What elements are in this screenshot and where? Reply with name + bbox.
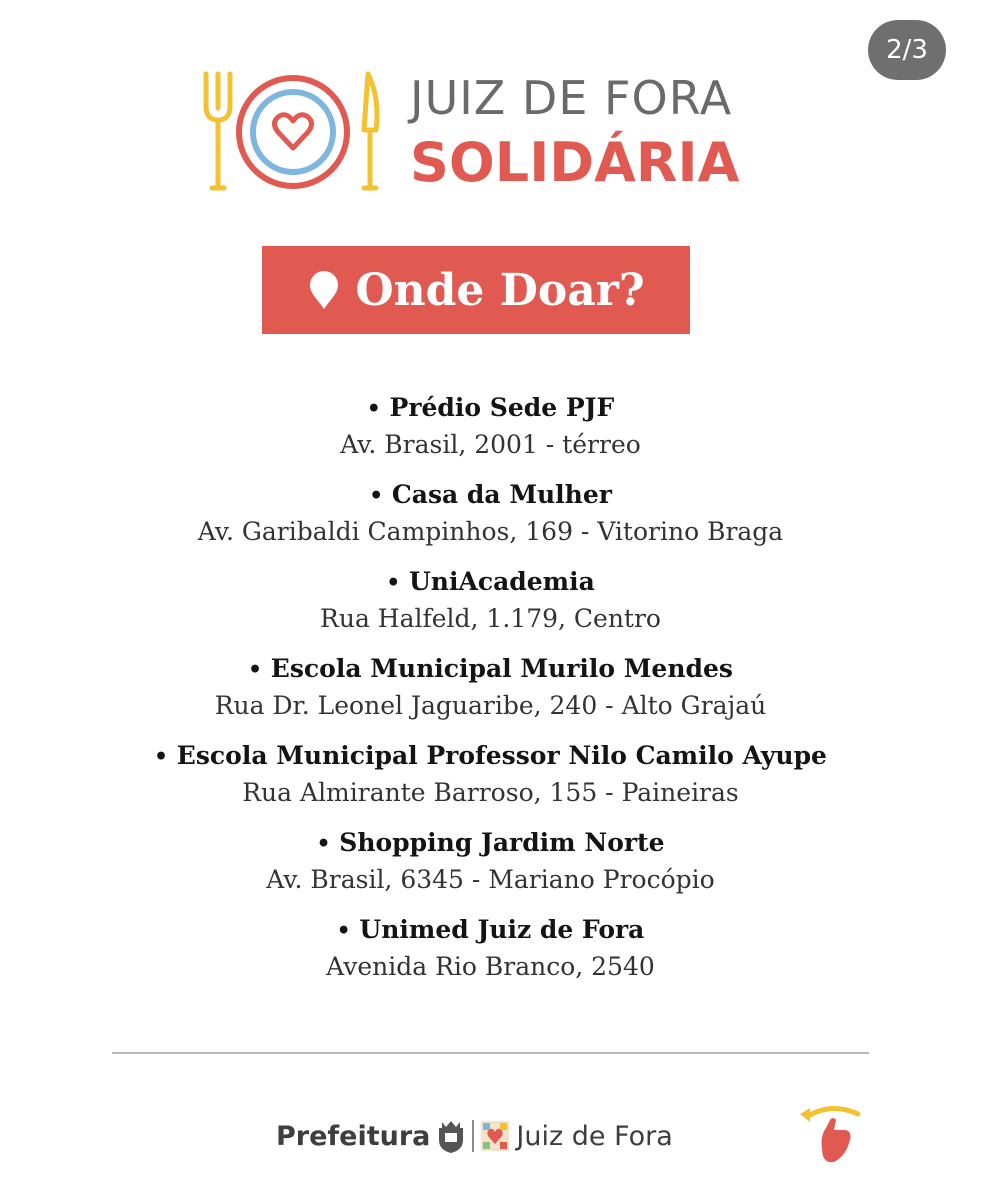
logo-title-line1: JUIZ DE FORA (410, 71, 733, 125)
bullet: • (316, 831, 331, 857)
location-address: Avenida Rio Branco, 2540 (326, 952, 655, 981)
footer-prefeitura: Prefeitura (276, 1120, 431, 1152)
location-name (60, 825, 921, 862)
plate-heart-icon (239, 78, 347, 186)
logo-title-line2: SOLIDÁRIA (410, 131, 740, 194)
location-name (60, 564, 921, 601)
location-name-text: Casa da Mulher (391, 480, 612, 509)
page-indicator: 2/3 (868, 20, 946, 80)
fork-icon (206, 74, 230, 188)
location-address: Av. Garibaldi Campinhos, 169 - Vitorino Braga (197, 517, 784, 546)
bullet: • (369, 483, 384, 509)
list-item (60, 912, 921, 985)
bullet: • (248, 657, 263, 683)
location-address: Av. Brasil, 2001 - térreo (340, 430, 641, 459)
swipe-hand-icon[interactable] (796, 1098, 866, 1168)
list-item (60, 825, 921, 898)
location-name-text: Prédio Sede PJF (389, 393, 615, 422)
where-to-donate-banner (262, 246, 690, 334)
location-address: Av. Brasil, 6345 - Mariano Procópio (266, 865, 715, 894)
footer-divider (112, 1052, 869, 1054)
bullet: • (366, 396, 381, 422)
footer-separator (472, 1120, 474, 1152)
list-item (60, 564, 921, 637)
location-name-text: Escola Municipal Murilo Mendes (270, 654, 733, 683)
location-name (60, 738, 921, 775)
list-item (60, 738, 921, 811)
list-item (60, 390, 921, 463)
bullet: • (336, 918, 351, 944)
heart-mosaic-icon (480, 1118, 510, 1154)
location-address: Rua Dr. Leonel Jaguaribe, 240 - Alto Grajaú (214, 691, 767, 720)
location-name (60, 390, 921, 427)
location-name (60, 477, 921, 514)
city-crest-icon (436, 1118, 466, 1154)
location-name-text: Shopping Jardim Norte (339, 828, 665, 857)
footer-logo (276, 1112, 673, 1160)
location-name-text: UniAcademia (408, 567, 595, 596)
location-name-text: Escola Municipal Professor Nilo Camilo Ayupe (176, 741, 827, 770)
knife-icon (364, 74, 377, 188)
logo-icons (198, 68, 388, 196)
location-address: Rua Almirante Barroso, 155 - Paineiras (242, 778, 739, 807)
location-pin-icon (307, 270, 341, 310)
footer-city: Juiz de Fora (516, 1120, 673, 1152)
bullet: • (154, 744, 169, 770)
list-item (60, 651, 921, 724)
location-address: Rua Halfeld, 1.179, Centro (320, 604, 661, 633)
bullet: • (386, 570, 401, 596)
location-name (60, 651, 921, 688)
donation-locations-list (60, 390, 921, 999)
location-name (60, 912, 921, 949)
list-item (60, 477, 921, 550)
location-name-text: Unimed Juiz de Fora (359, 915, 645, 944)
banner-label: Onde Doar? (355, 264, 645, 316)
